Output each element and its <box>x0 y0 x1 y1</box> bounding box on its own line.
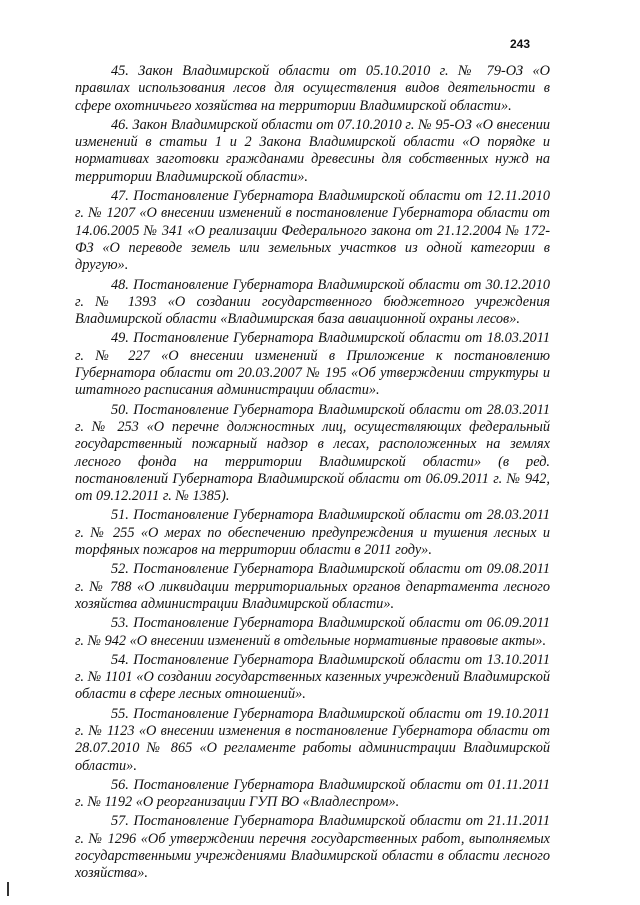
page-number: 243 <box>509 37 530 51</box>
list-item-46: 46. Закон Владимирской области от 07.10.2010 г. № 95-ОЗ «О внесении изменений в статьи 1 и 2 Закона Владимирской области «О порядке и нормативах заготовки гражданами древесины для собственных нужд на территории Владимирской области». <box>75 116 550 185</box>
list-item-53: 53. Постановление Губернатора Владимирской области от 06.09.2011 г. № 942 «О внесении изменений в отдельные нормативные правовые акты». <box>75 615 550 649</box>
list-item-50: 50. Постановление Губернатора Владимирской области от 28.03.2011 г. № 253 «О перечне должностных лиц, осуществляющих федеральный государственный пожарный надзор в лесах, расположенных на землях лесного фонда на территории Владимирской области» (в ред. постановлений Губернатора Владимирской области от 06.09.2011 г. № 942, от 09.12.2011 г. № 1385). <box>75 401 550 505</box>
list-item-51: 51. Постановление Губернатора Владимирской области от 28.03.2011 г. № 255 «О мерах по обеспечению предупреждения и тушения лесных и торфяных пожаров на территории области в 2011 году». <box>75 507 550 559</box>
list-item-56: 56. Постановление Губернатора Владимирской области от 01.11.2011 г. № 1192 «О реорганизации ГУП ВО «Владлеспром». <box>75 776 550 811</box>
list-item-55: 55. Постановление Губернатора Владимирской области от 19.10.2011 г. № 1123 «О внесении изменения в постановление Губернатора области от 28.07.2010 № 865 «О регламенте работы администрации Владимирской области». <box>75 705 550 774</box>
list-item-52: 52. Постановление Губернатора Владимирской области от 09.08.2011 г. № 788 «О ликвидации территориальных органов департамента лесного хозяйства администрации Владимирской области». <box>75 561 550 612</box>
list-item-45: 45. Закон Владимирской области от 05.10.2010 г. № 79-ОЗ «О правилах использования лесов для осуществления видов деятельности в сфере охотничьего хозяйства на территории Владимирской области». <box>75 63 550 114</box>
list-item-57: 57. Постановление Губернатора Владимирской области от 21.11.2011 г. № 1296 «Об утверждении перечня государственных работ, выполняемых государственными учреждениями Владимирской области в области лесного хозяйства». <box>75 813 550 882</box>
list-item-49: 49. Постановление Губернатора Владимирской области от 18.03.2011 г. № 227 «О внесении изменений в Приложение к постановлению Губернатора области от 20.03.2007 № 195 «Об утверждении структуры и штатного расписания администрации области». <box>75 330 550 399</box>
list-item-48: 48. Постановление Губернатора Владимирской области от 30.12.2010 г. № 1393 «О создании государственного бюджетного учреждения Владимирской области «Владимирская база авиационной охраны лесов». <box>75 276 550 328</box>
margin-mark <box>7 882 9 896</box>
list-item-47: 47. Постановление Губернатора Владимирской области от 12.11.2010 г. № 1207 «О внесении изменений в постановление Губернатора области от 14.06.2005 № 341 «О реализации Федерального закона от 21.12.2004 № 172-ФЗ «О переводе земель или земельных участков из одной категории в другую». <box>75 188 550 274</box>
list-item-54: 54. Постановление Губернатора Владимирской области от 13.10.2011 г. № 1101 «О создании государственных казенных учреждений Владимирской области в сфере лесных отношений». <box>75 651 550 703</box>
document-body <box>75 63 550 883</box>
